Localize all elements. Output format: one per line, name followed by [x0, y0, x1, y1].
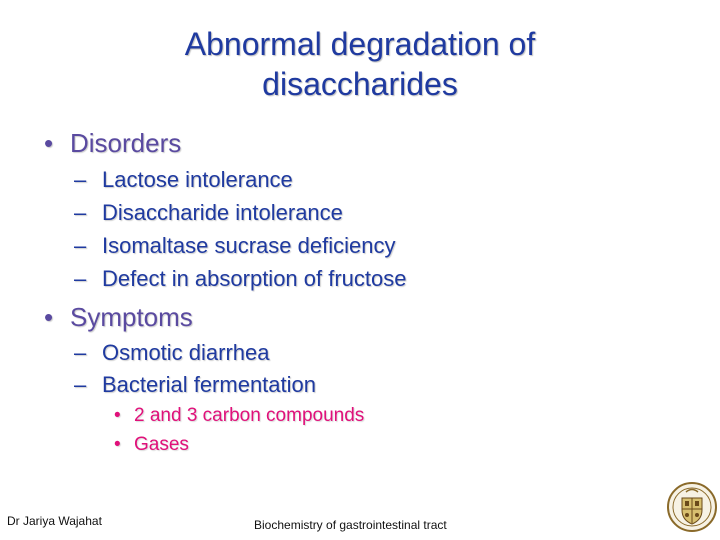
sub-list-item — [114, 405, 364, 427]
list-item-text: Osmotic diarrhea — [102, 340, 270, 365]
dash-icon: – — [74, 340, 87, 365]
heading-text: Symptoms — [70, 302, 193, 332]
section-heading-symptoms — [44, 302, 193, 333]
section-heading-disorders — [44, 128, 181, 159]
bullet-icon: • — [114, 405, 121, 426]
list-item-text: Lactose intolerance — [102, 167, 293, 192]
sub-list-item-text: Gases — [134, 434, 189, 455]
footer-author: Dr Jariya Wajahat — [7, 514, 102, 528]
bullet-icon: • — [44, 128, 54, 158]
dash-icon: – — [74, 167, 87, 192]
list-item — [74, 266, 407, 292]
list-item-text: Bacterial fermentation — [102, 372, 316, 397]
list-item — [74, 372, 316, 398]
university-crest-icon — [666, 480, 718, 534]
list-item — [74, 200, 343, 226]
list-item — [74, 340, 270, 366]
dash-icon: – — [74, 200, 87, 225]
dash-icon: – — [74, 266, 87, 291]
title-line-1: Abnormal degradation of — [184, 26, 536, 62]
dash-icon: – — [74, 233, 87, 258]
list-item — [74, 167, 293, 193]
sub-list-item — [114, 434, 189, 456]
dash-icon: – — [74, 372, 87, 397]
title-line-2: disaccharides — [262, 66, 458, 102]
list-item — [74, 233, 395, 259]
bullet-icon: • — [44, 302, 54, 332]
heading-text: Disorders — [70, 128, 182, 158]
bullet-icon: • — [114, 434, 121, 455]
footer-course: Biochemistry of gastrointestinal tract — [254, 518, 447, 532]
list-item-text: Isomaltase sucrase deficiency — [102, 233, 396, 258]
list-item-text: Disaccharide intolerance — [102, 200, 343, 225]
slide-title — [120, 24, 600, 104]
sub-list-item-text: 2 and 3 carbon compounds — [134, 405, 365, 426]
list-item-text: Defect in absorption of fructose — [102, 266, 407, 291]
